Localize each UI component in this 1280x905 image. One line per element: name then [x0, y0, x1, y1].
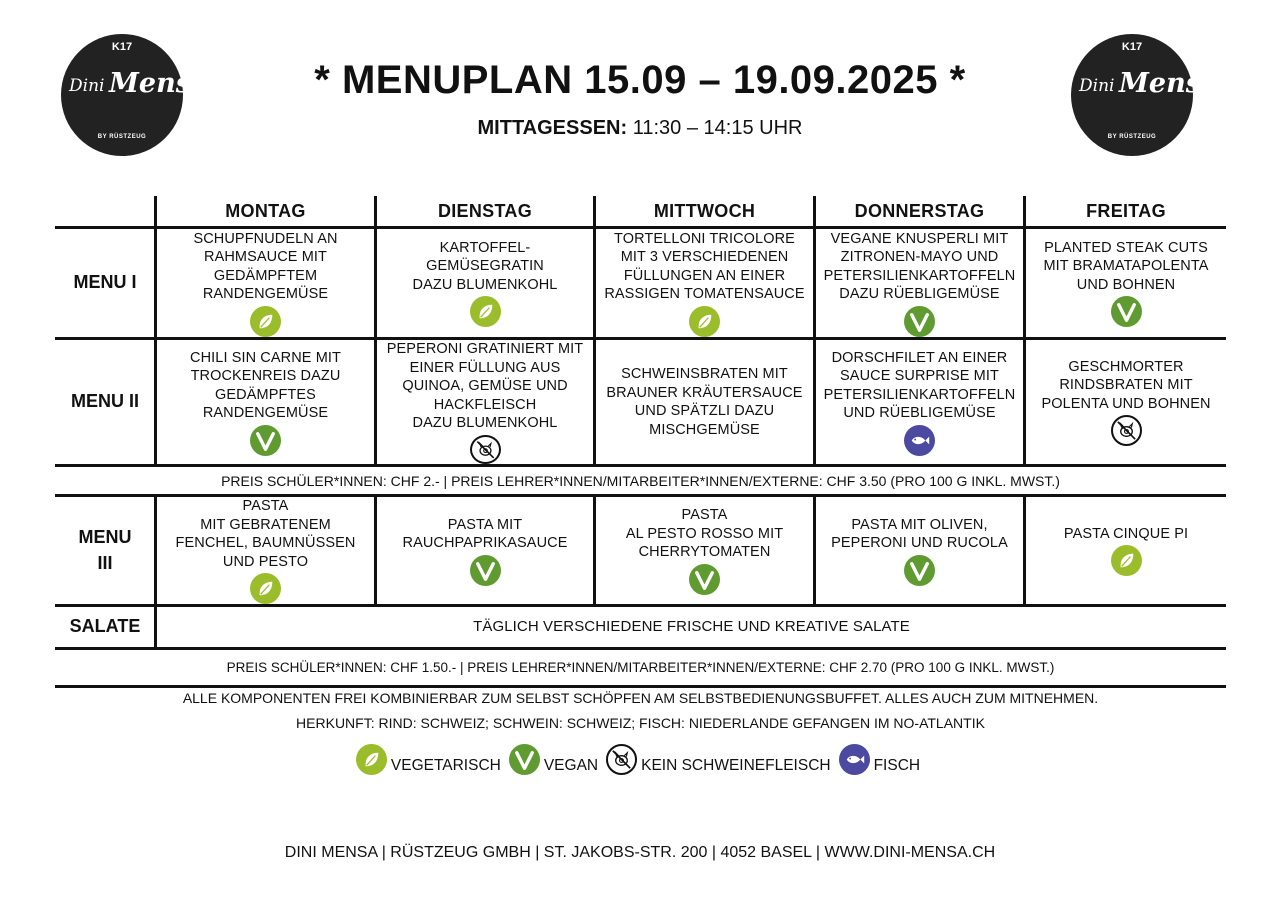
note-self-service: ALLE KOMPONENTEN FREI KOMBINIERBAR ZUM SELBST SCHÖPFEN AM SELBSTBEDIENUNGSBUFFET. ALLES AUCH ZUM MITNEHMEN. — [182, 690, 1099, 706]
legend-label: VEGAN — [543, 757, 599, 774]
row-label-salads: SALATE — [69, 616, 141, 637]
dish-text: SCHWEINSBRATEN MIT BRAUNER KRÄUTERSAUCE UND SPÄTZLI DAZU MISCHGEMÜSE — [606, 366, 803, 438]
dish-text: TORTELLONI TRICOLORE MIT 3 VERSCHIEDENEN FÜLLUNGEN AN EINER RASSIGEN TOMATENSAUCE — [604, 230, 805, 302]
dish-text: SCHUPFNUDELN AN RAHMSAUCE MIT GEDÄMPFTEM RANDENGEMÜSE — [193, 230, 338, 302]
vegan-icon — [470, 555, 501, 586]
vegetarian-icon — [250, 306, 281, 337]
salads-text: TÄGLICH VERSCHIEDENE FRISCHE UND KREATIVE SALATE — [473, 617, 910, 635]
dish-text: PEPERONI GRATINIERT MIT EINER FÜLLUNG AUS QUINOA, GEMÜSE UND HACKFLEISCH DAZU BLUMENKOHL — [386, 341, 584, 431]
menu-3-wednesday — [596, 497, 813, 604]
vegan-icon — [509, 744, 540, 775]
dish-text: PASTA MIT RAUCHPAPRIKASAUCE — [402, 516, 568, 551]
menu-1-wednesday — [596, 229, 813, 337]
no-pork-icon — [470, 435, 501, 465]
row-label-menu-1: MENU I — [73, 272, 137, 293]
divider — [55, 685, 1226, 688]
legend-item-vegetarian — [356, 742, 501, 775]
dish-text: GESCHMORTER RINDSBRATEN MIT POLENTA UND BOHNEN — [1041, 358, 1211, 412]
legend-item-fish — [839, 742, 921, 775]
dini-mensa-logo — [61, 34, 209, 156]
vegetarian-icon — [689, 306, 720, 337]
dish-text: VEGANE KNUSPERLI MIT ZITRONEN-MAYO UND PETERSILIENKARTOFFELN DAZU RÜEBLIGEMÜSE — [823, 230, 1016, 302]
day-header-wednesday: MITTWOCH — [653, 201, 756, 221]
price-info-menu: PREIS SCHÜLER*INNEN: CHF 2.- | PREIS LEHRER*INNEN/MITARBEITER*INNEN/EXTERNE: CHF 3.50 (PRO 100 G INKL. MWST.) — [221, 472, 1060, 489]
fish-icon — [904, 425, 935, 456]
dish-text: PASTA MIT OLIVEN, PEPERONI UND RUCOLA — [831, 516, 1008, 551]
dish-text: CHILI SIN CARNE MIT TROCKENREIS DAZU GEDÄMPFTES RANDENGEMÜSE — [190, 349, 341, 421]
logo-k17: K17 — [111, 41, 133, 53]
legend-item-vegan — [509, 742, 598, 775]
legend-item-no-pork — [606, 742, 830, 775]
vegetarian-icon — [470, 296, 501, 327]
vegan-icon — [904, 306, 935, 337]
logo-mensa: Mensa — [1119, 68, 1219, 99]
logo-dini: Dini — [1079, 76, 1115, 96]
menu-1-friday — [1026, 229, 1226, 337]
price-info-salads: PREIS SCHÜLER*INNEN: CHF 1.50.- | PREIS LEHRER*INNEN/MITARBEITER*INNEN/EXTERNE: CHF 2.70 (PRO 100 G INKL. MWST.) — [226, 660, 1055, 675]
menu-table — [55, 196, 1226, 689]
menu-3-thursday — [816, 497, 1023, 604]
logo-by: BY RÜSTZEUG — [1107, 134, 1157, 140]
menu-3-monday — [157, 497, 374, 604]
menu-2-tuesday — [377, 340, 593, 464]
menu-2-friday — [1026, 340, 1226, 464]
dish-text: PASTA CINQUE PI — [1063, 525, 1189, 542]
day-header-monday: MONTAG — [225, 201, 306, 221]
menu-2-thursday — [816, 340, 1023, 464]
no-pork-icon — [1111, 415, 1142, 446]
lunch-label: MITTAGESSEN: — [477, 117, 628, 139]
vegan-icon — [689, 564, 720, 595]
legend — [0, 742, 1280, 775]
menu-3-tuesday — [377, 497, 593, 604]
day-header-thursday: DONNERSTAG — [854, 201, 985, 221]
logo-mensa: Mensa — [109, 68, 209, 99]
dish-text: PASTA AL PESTO ROSSO MIT CHERRYTOMATEN — [625, 507, 784, 561]
day-header-tuesday: DIENSTAG — [437, 201, 533, 221]
legend-label: FISCH — [873, 757, 921, 774]
vegetarian-icon — [250, 573, 281, 604]
menu-2-monday — [157, 340, 374, 464]
page-title: * MENUPLAN 15.09 – 19.09.2025 * — [314, 58, 966, 102]
menu-2-wednesday — [596, 340, 813, 464]
dish-text: PLANTED STEAK CUTS MIT BRAMATAPOLENTA UND BOHNEN — [1043, 239, 1209, 293]
legend-label: KEIN SCHWEINEFLEISCH — [641, 757, 831, 774]
dish-text: DORSCHFILET AN EINER SAUCE SURPRISE MIT PETERSILIENKARTOFFELN UND RÜEBLIGEMÜSE — [823, 349, 1016, 421]
vegan-icon — [1111, 296, 1142, 327]
vegetarian-icon — [1111, 545, 1142, 576]
logo-by: BY RÜSTZEUG — [97, 134, 147, 140]
menu-3-friday — [1026, 497, 1226, 604]
lunch-hours — [180, 117, 1100, 140]
logo-dini: Dini — [69, 76, 105, 96]
note-origin: HERKUNFT: RIND: SCHWEIZ; SCHWEIN: SCHWEIZ; FISCH: NIEDERLANDE GEFANGEN IM NO-ATLANTIK — [296, 715, 985, 731]
menu-1-monday — [157, 229, 374, 337]
day-header-friday: FREITAG — [1086, 201, 1166, 221]
no-pork-icon — [606, 744, 637, 775]
vegan-icon — [250, 425, 281, 456]
fish-icon — [839, 744, 870, 775]
vegan-icon — [904, 555, 935, 586]
vegetarian-icon — [356, 744, 387, 775]
row-label-menu-2: MENU II — [70, 391, 139, 412]
legend-label: VEGETARISCH — [390, 757, 501, 774]
menu-1-tuesday — [377, 229, 593, 337]
footer-address: DINI MENSA | RÜSTZEUG GMBH | ST. JAKOBS-STR. 200 | 4052 BASEL | WWW.DINI-MENSA.CH — [284, 844, 996, 861]
lunch-time: 11:30 – 14:15 UHR — [632, 117, 803, 139]
dish-text: PASTA MIT GEBRATENEM FENCHEL, BAUMNÜSSEN UND PESTO — [175, 498, 356, 570]
dish-text: KARTOFFEL- GEMÜSEGRATIN DAZU BLUMENKOHL — [412, 239, 558, 293]
logo-k17: K17 — [1121, 41, 1143, 53]
menu-1-thursday — [816, 229, 1023, 337]
row-label-menu-3: MENU III — [78, 527, 132, 573]
